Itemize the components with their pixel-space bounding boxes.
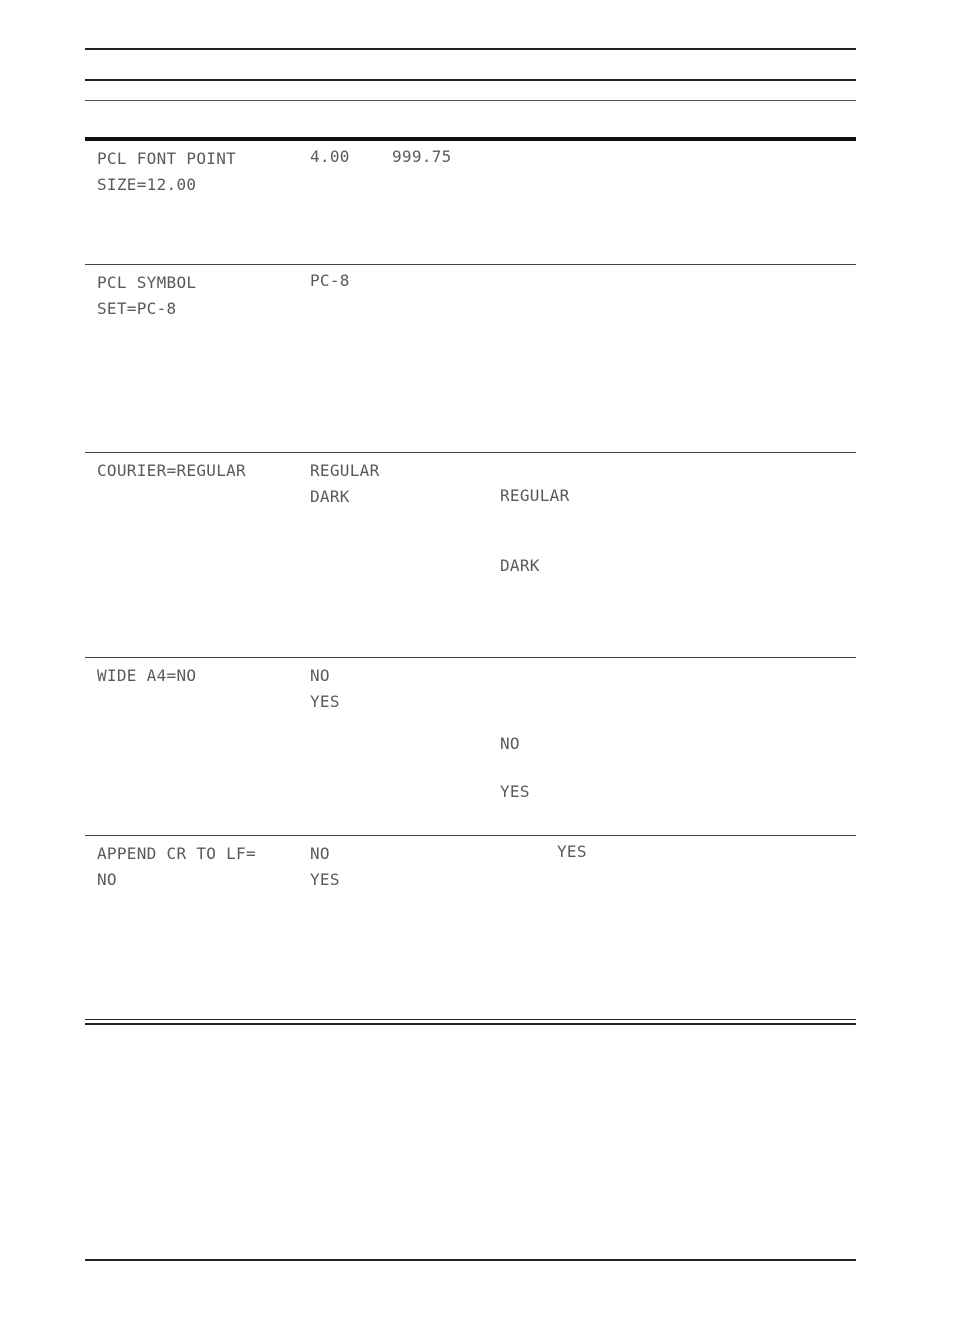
footer-rule xyxy=(85,1259,856,1261)
desc-option: REGULAR xyxy=(500,486,570,505)
table-header-rule xyxy=(85,137,856,141)
desc-option: YES xyxy=(500,782,530,801)
setting-name: WIDE A4=NO xyxy=(97,666,197,685)
table-bottom-rule-second xyxy=(85,1023,856,1025)
value-list: NO YES xyxy=(310,666,340,711)
row-divider xyxy=(85,452,856,453)
desc-option: NO xyxy=(500,734,520,753)
setting-name: PCL FONT POINT SIZE=12.00 xyxy=(97,149,237,194)
value-list: REGULAR DARK xyxy=(310,461,380,506)
setting-name: PCL SYMBOL SET=PC-8 xyxy=(97,273,197,318)
row-divider xyxy=(85,264,856,265)
header-third-rule xyxy=(85,100,856,101)
setting-name: APPEND CR TO LF= NO xyxy=(97,844,256,889)
table-bottom-rule xyxy=(85,1019,856,1020)
desc-option: YES xyxy=(557,842,587,861)
value-max: 999.75 xyxy=(392,147,452,166)
row-divider xyxy=(85,835,856,836)
row-divider xyxy=(85,657,856,658)
value-default: PC-8 xyxy=(310,271,350,290)
setting-name: COURIER=REGULAR xyxy=(97,461,246,480)
desc-option: DARK xyxy=(500,556,540,575)
value-list: NO YES xyxy=(310,844,340,889)
header-second-rule xyxy=(85,79,856,81)
value-min: 4.00 xyxy=(310,147,350,166)
header-top-rule xyxy=(85,48,856,50)
